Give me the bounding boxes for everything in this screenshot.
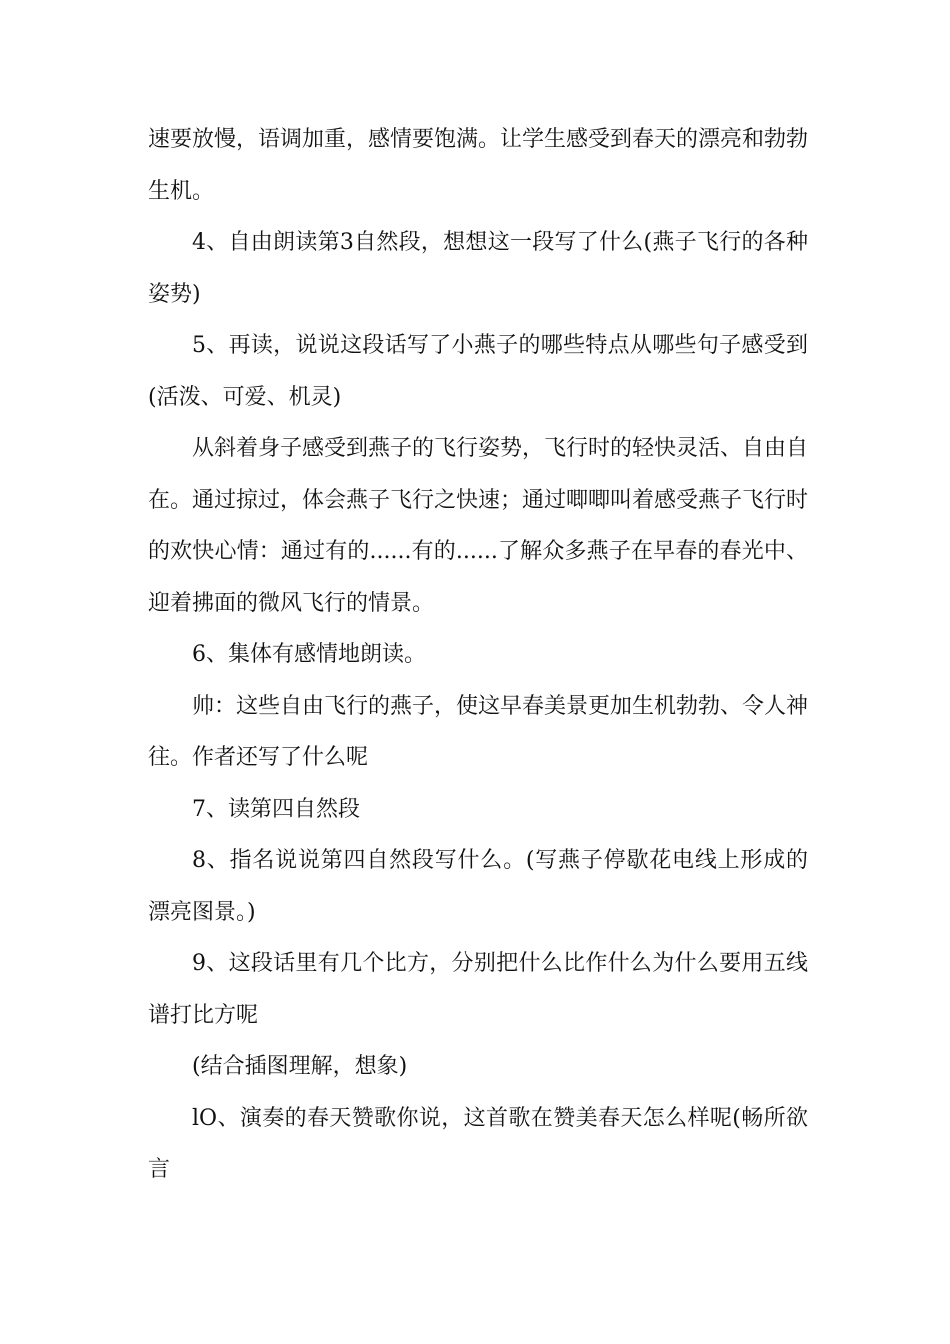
paragraph-10: (结合插图理解，想象) bbox=[192, 1054, 408, 1079]
paragraph-5: 6、集体有感情地朗读。 bbox=[192, 642, 426, 667]
document-body bbox=[148, 114, 808, 1196]
paragraph-3: 5、再读，说说这段话写了小燕子的哪些特点从哪些句子感受到(活泼、可爱、机灵) bbox=[148, 333, 808, 410]
paragraph-11: lO、演奏的春天赞歌你说，这首歌在赞美春天怎么样呢(畅所欲言 bbox=[148, 1105, 808, 1182]
paragraph-4: 从斜着身子感受到燕子的飞行姿势，飞行时的轻快灵活、自由自在。通过掠过，体会燕子飞行之快速；通过唧唧叫着感受燕子飞行时的欢快心情：通过有的......有的......了解众多燕子在早春的春光中、迎着拂面的微风飞行的情景。 bbox=[148, 436, 809, 616]
paragraph-6: 帅：这些自由飞行的燕子，使这早春美景更加生机勃勃、令人神往。作者还写了什么呢 bbox=[148, 693, 809, 770]
paragraph-1: 速要放慢，语调加重，感情要饱满。让学生感受到春天的漂亮和勃勃生机。 bbox=[148, 127, 809, 204]
paragraph-8: 8、指名说说第四自然段写什么。(写燕子停歇花电线上形成的漂亮图景。) bbox=[148, 848, 808, 925]
paragraph-9: 9、这段话里有几个比方，分别把什么比作什么为什么要用五线谱打比方呢 bbox=[148, 951, 808, 1028]
paragraph-2: 4、自由朗读第3自然段，想想这一段写了什么(燕子飞行的各种姿势) bbox=[148, 230, 808, 307]
paragraph-7: 7、读第四自然段 bbox=[192, 796, 360, 822]
